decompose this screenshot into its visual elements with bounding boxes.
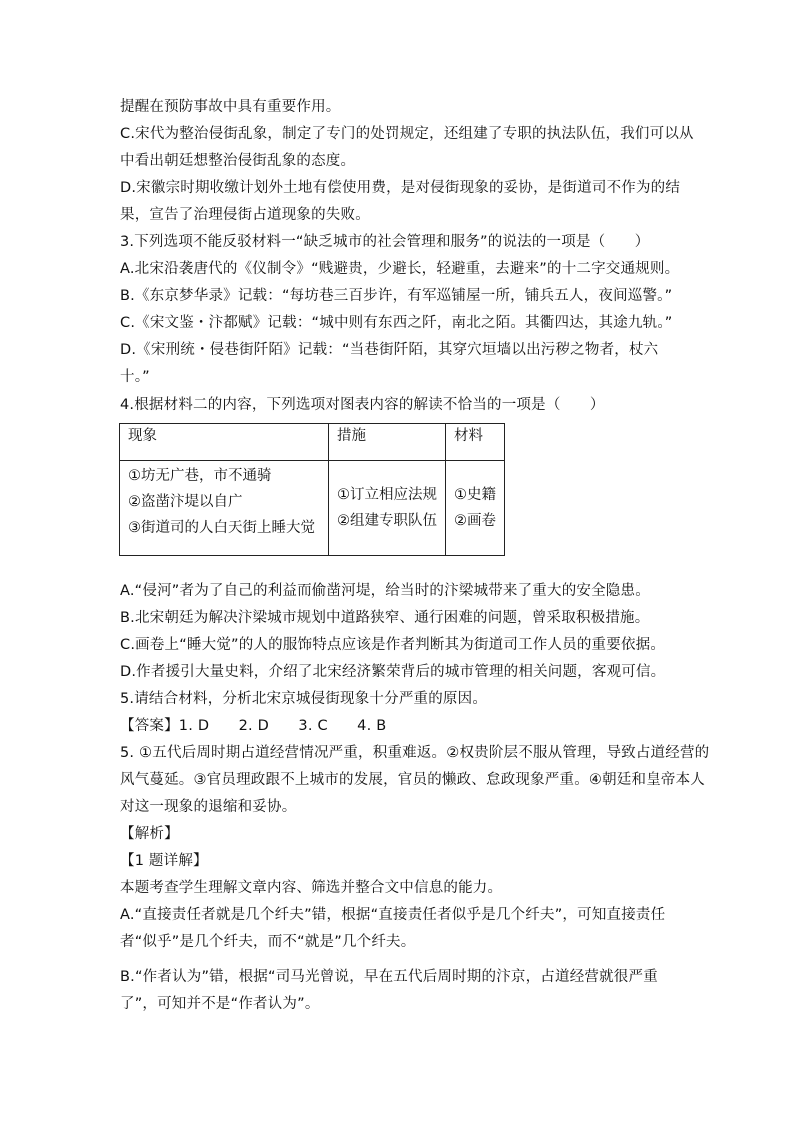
question-3: 3.下列选项不能反驳材料一“缺乏城市的社会管理和服务”的说法的一项是（ ） [120, 234, 650, 250]
text-line: 5. ①五代后周时期占道经营情况严重，积重难返。②权贵阶层不服从管理，导致占道经营的 [120, 745, 710, 761]
text-line: D.宋徽宗时期收缴计划外土地有偿使用费，是对侵街现象的妥协，是街道司不作为的结 [120, 180, 681, 196]
table-cell-line: ①坊无广巷，市不通骑 [128, 468, 272, 484]
table-cell-line: ②盗凿汴堤以自广 [128, 494, 243, 510]
option-b: B.《东京梦华录》记载：“每坊巷三百步许，有军巡铺屋一所，铺兵五人，夜间巡警。” [120, 288, 673, 304]
text-line: 者“似乎”是几个纤夫，而不“就是”几个纤夫。 [120, 934, 416, 950]
table-cell-measures [329, 461, 446, 556]
table-cell-line: ①订立相应法规 [337, 487, 437, 503]
text-line: 果，宣告了治理侵街占道现象的失败。 [120, 207, 370, 223]
table-header-material: 材料 [446, 424, 505, 461]
text-line: C.宋代为整治侵街乱象，制定了专门的处罚规定，还组建了专职的执法队伍，我们可以从 [120, 126, 694, 142]
option-a: A.“侵河”者为了自己的利益而偷凿河堤，给当时的汴梁城带来了重大的安全隐患。 [120, 583, 650, 599]
option-b: B.北宋朝廷为解决汴梁城市规划中道路狭窄、通行困难的问题，曾采取积极措施。 [120, 610, 650, 626]
table-cell-materials [446, 461, 505, 556]
text-line: 对这一现象的退缩和妥协。 [120, 799, 297, 815]
option-d: D.作者援引大量史料，介绍了北宋经济繁荣背后的城市管理的相关问题，客观可信。 [120, 664, 666, 680]
text-line: B.“作者认为”错，根据“司马光曾说，早在五代后周时期的汴京，占道经营就很严重 [120, 969, 658, 985]
section-heading: 【1 题详解】 [120, 853, 208, 869]
table-header-phenomenon: 现象 [120, 424, 329, 461]
text-line: 中看出朝廷想整治侵街乱象的态度。 [120, 153, 356, 169]
table-cell-line: ③街道司的人白天街上睡大觉 [128, 520, 315, 536]
question-5: 5.请结合材料，分析北宋京城侵街现象十分严重的原因。 [120, 691, 488, 707]
table-cell-line: ①史籍 [454, 487, 496, 503]
text-line: 本题考查学生理解文章内容、筛选并整合文中信息的能力。 [120, 880, 503, 896]
text-line: 风气蔓延。③官员理政跟不上城市的发展，官员的懒政、怠政现象严重。④朝廷和皇帝本人 [120, 772, 705, 788]
answer-key: 【答案】1. D 2. D 3. C 4. B [120, 718, 387, 734]
table-cell-line: ②组建专职队伍 [337, 513, 437, 529]
option-c: C.画卷上“睡大觉”的人的服饰特点应该是作者判断其为街道司工作人员的重要依据。 [120, 637, 666, 653]
text-line: 了”，可知并不是“作者认为”。 [120, 996, 320, 1012]
option-a: A.北宋沿袭唐代的《仪制令》“贱避贵，少避长，轻避重，去避来”的十二字交通规则。 [120, 261, 680, 277]
table-cell-phenomena [120, 461, 329, 556]
table-cell-line: ②画卷 [454, 513, 496, 529]
text-line: 提醒在预防事故中具有重要作用。 [120, 99, 341, 115]
text-line: 十。” [120, 369, 150, 385]
question-4: 4.根据材料二的内容，下列选项对图表内容的解读不恰当的一项是（ ） [120, 397, 605, 413]
table-header-measure: 措施 [329, 424, 446, 461]
text-line: A.“直接责任者就是几个纤夫”错，根据“直接责任者似乎是几个纤夫”，可知直接责任 [120, 907, 666, 923]
option-d: D.《宋刑统・侵巷街阡陌》记载：“当巷街阡陌，其穿穴垣墙以出污秽之物者，杖六 [120, 342, 659, 358]
option-c: C.《宋文鉴・汴都赋》记载：“城中则有东西之阡，南北之陌。其衢四达，其途九轨。” [120, 315, 673, 331]
chart-table [119, 423, 505, 556]
section-heading: 【解析】 [120, 826, 179, 842]
